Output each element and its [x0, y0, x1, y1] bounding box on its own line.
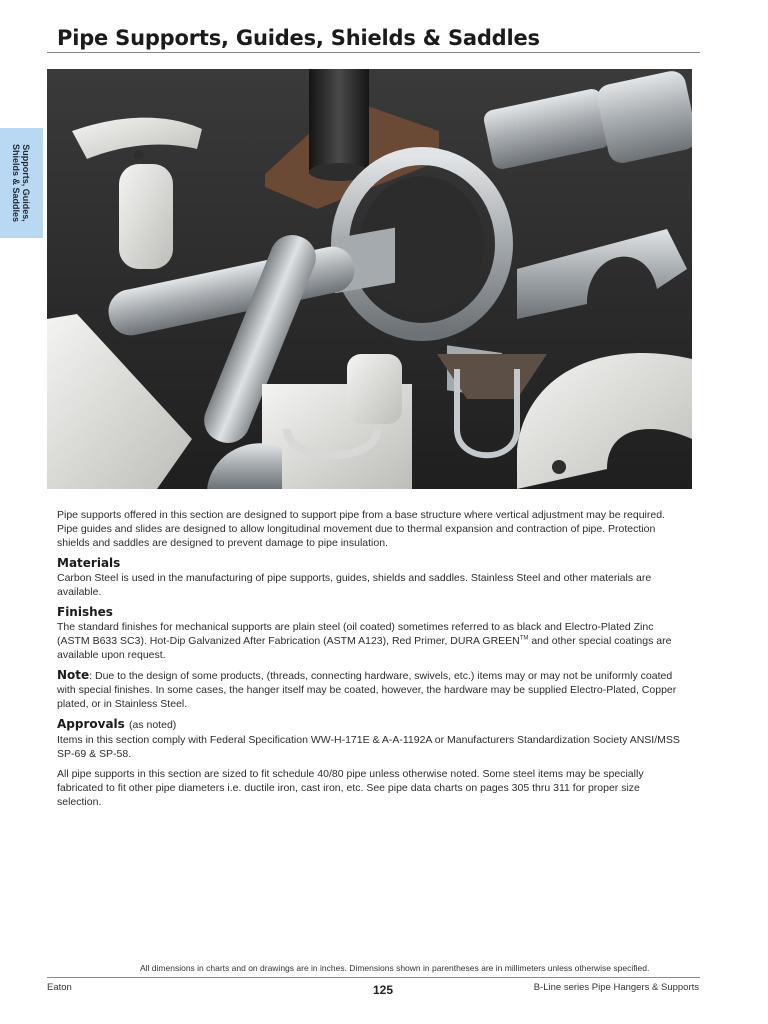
side-tab-line-1: Supports, Guides, — [21, 144, 31, 222]
materials-paragraph: Carbon Steel is used in the manufacturing of pipe supports, guides, shields and saddles. Stainless Steel and other materials are available. — [57, 572, 652, 598]
title-divider — [47, 52, 700, 53]
trademark-mark: TM — [519, 635, 529, 642]
intro-paragraph: Pipe supports offered in this section are designed to support pipe from a base structure where vertical adjustment may be required. Pipe guides and slides are designed to allow longitudinal movement due to thermal expansion and contraction of pipe. Protection shields and saddles are designed to prevent damage to pipe insulation. — [57, 509, 665, 549]
approvals-paragraph: Items in this section comply with Federal Specification WW-H-171E & A-A-1192A or Manufacturers Standardization Society ANSI/MSS SP-69 & SP-58. — [57, 734, 680, 760]
product-photo — [47, 69, 692, 489]
sizing-paragraph: All pipe supports in this section are sized to fit schedule 40/80 pipe unless otherwise noted. Some steel items may be specially fabricated to fit other pipe diameters i.e. ductile iron, cast iron, etc. See pipe data charts on pages 305 thru 311 for proper size selection. — [57, 768, 644, 808]
finishes-text-end: and other special coatings are available upon request. — [57, 635, 672, 661]
approvals-heading — [57, 717, 682, 732]
approvals-qualifier: (as noted) — [129, 719, 177, 731]
footer-divider — [47, 977, 700, 978]
section-body — [57, 508, 682, 815]
note-text: : Due to the design of some products, (threads, connecting hardware, swivels, etc.) items may or may not be uniformly coated with special finishes. In some cases, the hanger itself may be coated, however, the hardware may be supplied Electro-Plated, Copper plated, or in Stainless Steel. — [57, 670, 677, 710]
page-number: 125 — [373, 983, 394, 997]
page-title: Pipe Supports, Guides, Shields & Saddles — [57, 26, 540, 50]
side-tab-label — [11, 144, 31, 222]
finishes-heading: Finishes — [57, 605, 113, 619]
finishes-text: The standard finishes for mechanical supports are plain steel (oil coated) sometimes referred to as black and Electro-Plated Zinc (ASTM B633 SC3). Hot-Dip Galvanized After Fabrication (ASTM A123), Red Primer, DURA GREEN — [57, 621, 654, 647]
footer-series: B-Line series Pipe Hangers & Supports — [533, 982, 699, 993]
note-heading: Note — [57, 668, 90, 682]
side-tab-line-2: Shields & Saddles — [11, 143, 21, 223]
footer-brand: Eaton — [47, 982, 72, 993]
materials-heading: Materials — [57, 556, 121, 570]
finishes-paragraph — [57, 620, 682, 662]
product-photo-illustration — [47, 69, 692, 489]
note-paragraph — [57, 668, 682, 711]
dimensions-footnote: All dimensions in charts and on drawings are in inches. Dimensions shown in parentheses are in millimeters unless otherwise specified. — [140, 963, 650, 973]
approvals-title: Approvals — [57, 717, 125, 731]
